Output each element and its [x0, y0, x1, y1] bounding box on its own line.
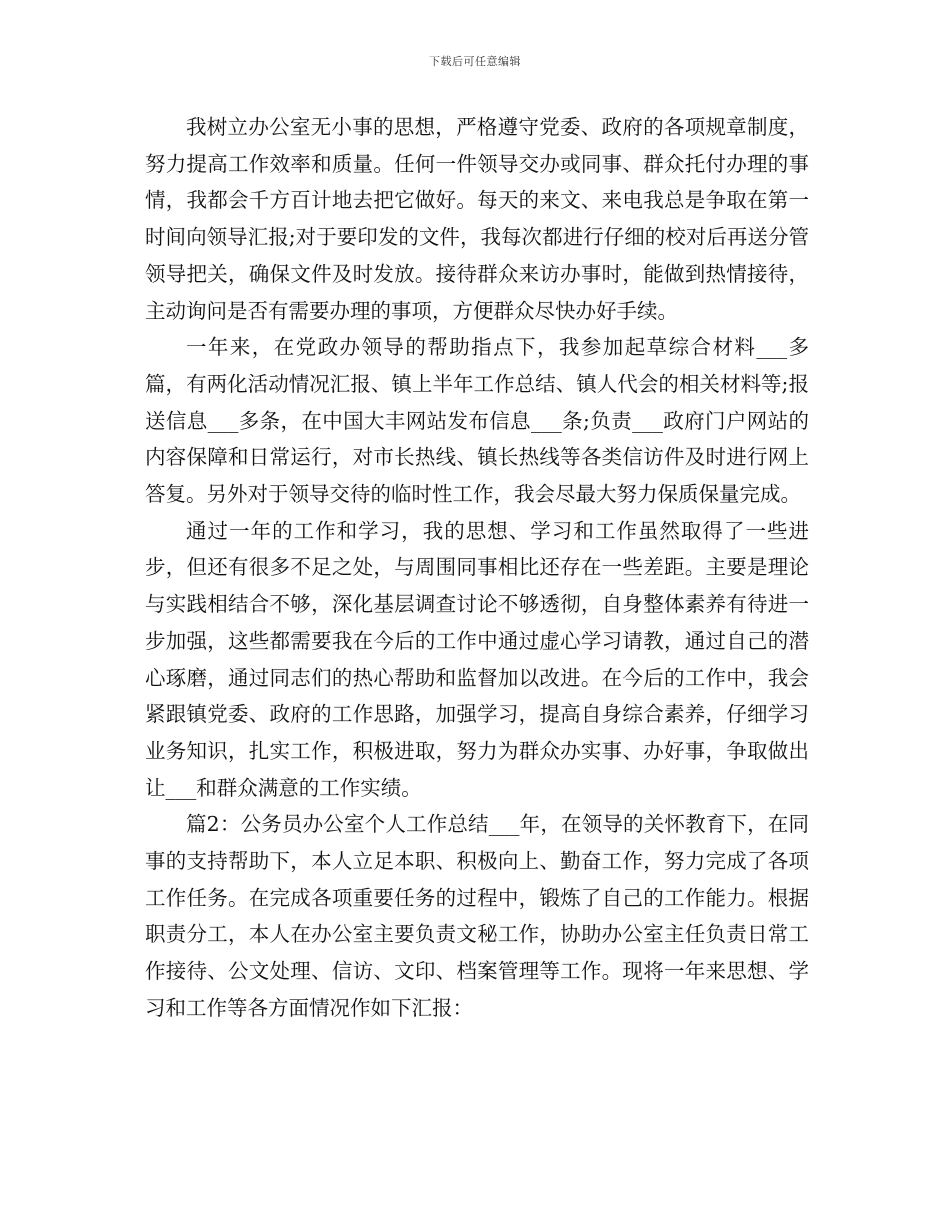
page-header: 下载后可任意编辑 [429, 55, 521, 68]
paragraph-4: 篇2：公务员办公室个人工作总结___年，在领导的关怀教育下，在同事的支持帮助下，本人立足本职、积极向上、勤奋工作，努力完成了各项工作任务。在完成各项重要任务的过程中，锻炼了自己的工作能力。根据职责分工，本人在办公室主要负责文秘工作，协助办公室主任负责日常工作接待、公文处理、信访、文印、档案管理等工作。现将一年来思想、学习和工作等各方面情况作如下汇报： [145, 812, 809, 1020]
paragraph-3: 通过一年的工作和学习，我的思想、学习和工作虽然取得了一些进步，但还有很多不足之处，与周围同事相比还存在一些差距。主要是理论与实践相结合不够，深化基层调查讨论不够透彻，自身整体素养有待进一步加强，这些都需要我在今后的工作中通过虚心学习请教，通过自己的潜心琢磨，通过同志们的热心帮助和监督加以改进。在今后的工作中，我会紧跟镇党委、政府的工作思路，加强学习，提高自身综合素养，仔细学习业务知识，扎实工作，积极进取，努力为群众办实事、办好事，争取做出让___和群众满意的工作实绩。 [145, 518, 809, 800]
paragraph-2: 一年来，在党政办领导的帮助指点下，我参加起草综合材料___多篇，有两化活动情况汇报、镇上半年工作总结、镇人代会的相关材料等;报送信息___多条，在中国大丰网站发布信息___条;负责___政府门户网站的内容保障和日常运行，对市长热线、镇长热线等各类信访件及时进行网上答复。另外对于领导交待的临时性工作，我会尽最大努力保质保量完成。 [145, 335, 809, 507]
paragraph-1: 我树立办公室无小事的思想，严格遵守党委、政府的各项规章制度，努力提高工作效率和质量。任何一件领导交办或同事、群众托付办理的事情，我都会千方百计地去把它做好。每天的来文、来电我总是争取在第一时间向领导汇报;对于要印发的文件，我每次都进行仔细的校对后再送分管领导把关，确保文件及时发放。接待群众来访办事时，能做到热情接待，主动询问是否有需要办理的事项，方便群众尽快办好手续。 [145, 115, 809, 323]
document-body [145, 109, 809, 1027]
